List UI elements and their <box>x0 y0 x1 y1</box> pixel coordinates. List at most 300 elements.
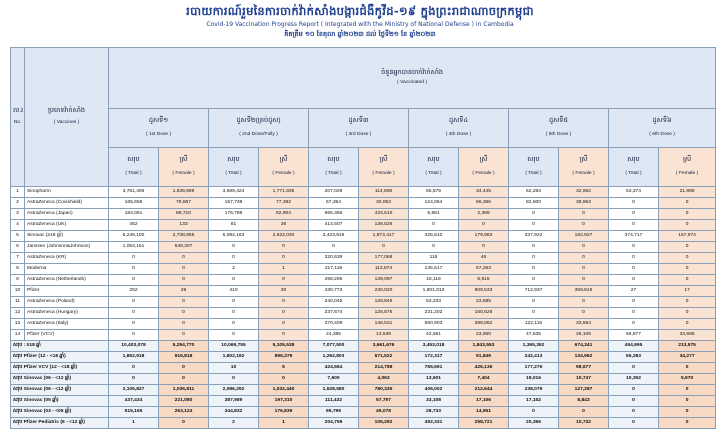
total-total-value: 177,276 <box>509 363 559 374</box>
total-total-value: 344,832 <box>209 407 259 418</box>
vaccine-name: AstraZeneca (Japan) <box>25 209 109 220</box>
female-value: 113,874 <box>359 264 409 275</box>
total-value: 430,773 <box>309 286 359 297</box>
female-value: 0 <box>559 275 609 286</box>
female-total-value: 197,310 <box>259 396 309 407</box>
vaccine-name: Janssen (Johnson&Johnson) <box>25 242 109 253</box>
female-total-value: 1,843,553 <box>459 341 509 352</box>
female-value: 157,974 <box>659 231 716 242</box>
total-value: 5,082,163 <box>209 231 259 242</box>
total-value: 0 <box>109 297 159 308</box>
total-total-value: 242,413 <box>509 352 559 363</box>
female-value: 0 <box>459 242 509 253</box>
total-value: 0 <box>509 308 559 319</box>
female-value: 89,710 <box>159 209 209 220</box>
female-total-value: 17,106 <box>459 396 509 407</box>
female-total-value: 0 <box>159 374 209 385</box>
female-total-value: 57,797 <box>359 396 409 407</box>
dose-header-4 <box>409 109 509 148</box>
female-value: 230,020 <box>359 286 409 297</box>
total-total-value: 65,283 <box>609 352 659 363</box>
female-label-en: ( Female ) <box>572 170 595 176</box>
female-total-value: 0 <box>159 363 209 374</box>
female-label-en: ( Female ) <box>372 170 395 176</box>
report-date: គិតត្រឹម ១០ ខែតុលា ឆ្នាំ២០២៣ ដល់ ថ្ងៃទី២១ ខែ ឆ្នាំ២០២៣ <box>284 30 436 38</box>
female-value: 30,063 <box>359 198 409 209</box>
dose-label-km: ដូសទី៥ <box>548 117 569 125</box>
total-label-km: សរុប <box>527 156 540 164</box>
report-header <box>0 0 720 48</box>
female-value: 0 <box>559 220 609 231</box>
total-label-km: សរុប <box>427 156 440 164</box>
female-total-value: 1,032,440 <box>259 385 309 396</box>
female-value: 1,873,417 <box>359 231 409 242</box>
female-value: 177,068 <box>359 253 409 264</box>
female-total-value: 896,379 <box>259 352 309 363</box>
female-label-km: ស្រី <box>179 156 188 164</box>
dose-label-km: ដូសទី១ <box>148 117 169 125</box>
total-total-value: 1,262,803 <box>309 352 359 363</box>
female-label-km: ស្រី <box>579 156 588 164</box>
total-total-value: 17,152 <box>509 396 559 407</box>
female-total-value: 10,732 <box>559 418 609 429</box>
female-value: 0 <box>159 275 209 286</box>
total-subheader <box>109 148 159 187</box>
female-total-value: 0 <box>659 396 716 407</box>
total-label: សរុប Pfizer Pediatric (6 - <12 ឆ្នាំ) <box>11 418 109 429</box>
total-value: 0 <box>209 297 259 308</box>
female-total-value: 0 <box>659 418 716 429</box>
total-total-value: 238,079 <box>509 385 559 396</box>
female-value: 23,950 <box>459 330 509 341</box>
total-value: 414,507 <box>309 220 359 231</box>
total-total-value: 172,317 <box>409 352 459 363</box>
row-number: 5 <box>11 231 25 242</box>
total-label: សរុប Sinovac (06 - <12 ឆ្នាំ) <box>11 385 109 396</box>
total-value: 157,738 <box>209 198 259 209</box>
total-value: 0 <box>509 297 559 308</box>
total-total-value: 2,105,827 <box>109 385 159 396</box>
row-number: 11 <box>11 297 25 308</box>
total-value: 217,119 <box>309 264 359 275</box>
total-total-value: 204,759 <box>309 418 359 429</box>
female-value: 0 <box>159 297 209 308</box>
female-value: 21,888 <box>659 187 716 198</box>
vaccine-name: Sinovac (≥18 ឆ្នាំ) <box>25 231 109 242</box>
total-total-value: 10,352 <box>609 374 659 385</box>
female-value: 0 <box>159 330 209 341</box>
total-value: 57,354 <box>309 198 359 209</box>
total-label-km: សរុប <box>127 156 140 164</box>
no-header-en: No. <box>13 119 22 125</box>
vaccine-name: Pfizer (VCV) <box>25 330 109 341</box>
vaccine-name: AstraZeneca (UK) <box>25 220 109 231</box>
total-value: 965,356 <box>309 209 359 220</box>
total-total-value: 1,852,918 <box>109 352 159 363</box>
female-total-value: 98,677 <box>559 363 609 374</box>
total-value: 268,295 <box>309 275 359 286</box>
female-subheader <box>259 148 309 187</box>
total-total-value: 406,002 <box>409 385 459 396</box>
female-value: 79,867 <box>159 198 209 209</box>
female-subheader <box>459 148 509 187</box>
total-value: 176,786 <box>209 209 259 220</box>
total-value: 62,283 <box>509 187 559 198</box>
table-row <box>11 330 716 341</box>
female-subheader <box>359 148 409 187</box>
total-value: 116 <box>409 253 459 264</box>
female-total-value: 5 <box>259 363 309 374</box>
female-value: 46 <box>459 253 509 264</box>
total-value: 0 <box>509 253 559 264</box>
female-value: 0 <box>659 242 716 253</box>
total-row <box>11 385 716 396</box>
total-total-value: 1,365,392 <box>509 341 559 352</box>
total-total-value: 7,077,500 <box>309 341 359 352</box>
total-total-value: 0 <box>609 407 659 418</box>
female-value: 434,510 <box>359 209 409 220</box>
female-value: 57,263 <box>459 264 509 275</box>
female-value: 1 <box>259 264 309 275</box>
female-value: 0 <box>659 198 716 209</box>
total-total-value: 0 <box>609 363 659 374</box>
no-column-header <box>11 48 25 187</box>
table-row <box>11 187 716 198</box>
total-value: 0 <box>209 330 259 341</box>
female-value: 146,531 <box>359 319 409 330</box>
dose-header-1 <box>109 109 209 148</box>
total-value: 0 <box>509 209 559 220</box>
total-value: 237,674 <box>309 308 359 319</box>
table-row <box>11 242 716 253</box>
total-value: 47,635 <box>509 330 559 341</box>
total-value: 0 <box>609 297 659 308</box>
total-value: 0 <box>509 275 559 286</box>
total-row <box>11 407 716 418</box>
female-total-value: 34,277 <box>659 352 716 363</box>
female-label-km: ស្រី <box>379 156 388 164</box>
total-total-value: 387,989 <box>209 396 259 407</box>
female-value: 0 <box>459 220 509 231</box>
female-value: 0 <box>659 297 716 308</box>
vaccine-name: Sinopharm <box>25 187 109 198</box>
female-total-value: 10,747 <box>559 374 609 385</box>
total-value: 6,881 <box>409 209 459 220</box>
female-total-value: 0 <box>159 418 209 429</box>
no-header-km: ល.រ <box>13 107 24 115</box>
total-value: 325,510 <box>409 231 459 242</box>
dose-label-en: ( 6th Dose ) <box>649 131 675 137</box>
table-row <box>11 253 716 264</box>
female-total-value: 14,951 <box>459 407 509 418</box>
female-value: 23,585 <box>459 297 509 308</box>
female-value: 66,366 <box>459 198 509 209</box>
female-label-en: ( Female ) <box>272 170 295 176</box>
female-total-value: 7,404 <box>459 374 509 385</box>
total-total-value: 19,016 <box>509 374 559 385</box>
female-value: 139,097 <box>359 275 409 286</box>
female-total-value: 5,105,538 <box>259 341 309 352</box>
total-total-value: 0 <box>209 374 259 385</box>
female-value: 26,106 <box>559 330 609 341</box>
row-number: 6 <box>11 242 25 253</box>
female-total-value: 5,294,770 <box>159 341 209 352</box>
total-value: 0 <box>209 308 259 319</box>
total-value: 0 <box>609 308 659 319</box>
table-row <box>11 209 716 220</box>
female-value: 388,852 <box>459 319 509 330</box>
total-value: 0 <box>609 264 659 275</box>
total-total-value: 1,528,580 <box>309 385 359 396</box>
dose-header-2 <box>209 109 309 148</box>
dose-header-6 <box>609 109 716 148</box>
total-value: 81 <box>209 220 259 231</box>
female-value: 36 <box>259 220 309 231</box>
total-row <box>11 418 716 429</box>
report-title-khmer: របាយការណ៍រួមនៃការចាក់វ៉ាក់សាំងបង្ការជំងឺកូវីដ-១៩ ក្នុងព្រះរាជាណាចក្រកម្ពុជា <box>186 4 534 18</box>
female-total-value: 0 <box>659 385 716 396</box>
dose-label-km: ដូសទី៣ <box>348 117 369 125</box>
total-label-en: ( Total ) <box>425 170 442 176</box>
female-value: 6,515 <box>459 275 509 286</box>
total-subheader <box>509 148 559 187</box>
dose-label-en: ( 3rd Dose ) <box>345 131 372 137</box>
total-value: 0 <box>609 198 659 209</box>
female-label-en: ( Female ) <box>675 170 699 176</box>
female-value: 82,904 <box>259 209 309 220</box>
female-value: 1,839,869 <box>159 187 209 198</box>
female-value: 0 <box>259 330 309 341</box>
female-value: 0 <box>159 308 209 319</box>
row-number: 10 <box>11 286 25 297</box>
female-total-value: 49,078 <box>359 407 409 418</box>
total-total-value: 20,366 <box>509 418 559 429</box>
total-value: 0 <box>209 253 259 264</box>
table-row <box>11 220 716 231</box>
total-label-en: ( Total ) <box>625 170 642 176</box>
female-subheader <box>659 148 716 187</box>
female-value: 0 <box>659 253 716 264</box>
total-total-value: 33,108 <box>409 396 459 407</box>
female-total-value: 213,575 <box>659 341 716 352</box>
female-value: 0 <box>259 275 309 286</box>
vaccine-name: AstraZeneca (Poland) <box>25 297 109 308</box>
total-value: 252 <box>109 286 159 297</box>
female-total-value: 176,839 <box>259 407 309 418</box>
total-total-value: 0 <box>509 407 559 418</box>
female-value: 0 <box>559 242 609 253</box>
female-label-km: ស្រី <box>683 156 692 164</box>
total-value: 0 <box>609 253 659 264</box>
total-value: 53,374 <box>609 187 659 198</box>
dose-label-en: ( 5th Dose ) <box>545 131 572 137</box>
female-total-value: 780,335 <box>359 385 409 396</box>
total-total-value: 7,600 <box>309 374 359 385</box>
total-row <box>11 374 716 385</box>
total-value: 0 <box>609 275 659 286</box>
table-row <box>11 264 716 275</box>
total-total-value: 28,733 <box>409 407 459 418</box>
vaccine-name: AstraZeneca (Hungary) <box>25 308 109 319</box>
total-value: 0 <box>109 253 159 264</box>
female-value: 30 <box>259 286 309 297</box>
total-row <box>11 352 716 363</box>
female-value: 0 <box>659 308 716 319</box>
dose-header-3 <box>309 109 409 148</box>
vaccination-table <box>10 47 716 429</box>
total-total-value: 1,802,192 <box>209 352 259 363</box>
row-number: 14 <box>11 330 25 341</box>
total-value: 0 <box>509 242 559 253</box>
vaccine-name: AstraZeneca (Netherlands) <box>25 275 109 286</box>
total-value: 0 <box>509 220 559 231</box>
total-value: 124,064 <box>409 198 459 209</box>
row-number: 7 <box>11 253 25 264</box>
vaccine-column-header <box>25 48 109 187</box>
total-value: 0 <box>609 220 659 231</box>
female-value: 126,849 <box>359 297 409 308</box>
total-total-value: 10,069,755 <box>209 341 259 352</box>
vaccinated-header-km: ចំនួនអ្នកបានចាក់វ៉ាក់សាំង <box>381 68 444 76</box>
row-number: 12 <box>11 308 25 319</box>
row-number: 4 <box>11 220 25 231</box>
vaccine-name: Moderna <box>25 264 109 275</box>
female-total-value: 212,644 <box>459 385 509 396</box>
female-total-value: 5,970 <box>659 374 716 385</box>
female-total-value: 221,080 <box>159 396 209 407</box>
female-total-value: 8,843 <box>559 396 609 407</box>
total-value: 270,409 <box>309 319 359 330</box>
total-subheader <box>409 148 459 187</box>
female-value: 0 <box>159 264 209 275</box>
female-label-en: ( Female ) <box>472 170 495 176</box>
total-value: 122,115 <box>509 319 559 330</box>
total-total-value: 2 <box>209 418 259 429</box>
total-value: 0 <box>409 220 459 231</box>
total-total-value: 10,403,078 <box>109 341 159 352</box>
total-value: 65,579 <box>409 187 459 198</box>
total-value: 207,028 <box>309 187 359 198</box>
row-number: 8 <box>11 264 25 275</box>
total-subheader <box>309 148 359 187</box>
total-value: 320,639 <box>309 253 359 264</box>
female-total-value: 3,661,676 <box>359 341 409 352</box>
female-value: 0 <box>659 264 716 275</box>
female-value: 0 <box>559 209 609 220</box>
total-total-value: 2,086,292 <box>209 385 259 396</box>
total-value: 3,599,424 <box>209 187 259 198</box>
female-total-value: 1,036,811 <box>159 385 209 396</box>
total-value: 82,500 <box>509 198 559 209</box>
vaccinated-header-en: ( Vaccinated ) <box>397 80 427 86</box>
female-value: 549,307 <box>159 242 209 253</box>
table-row <box>11 308 716 319</box>
female-value: 34,445 <box>459 187 509 198</box>
female-value: 2,389 <box>459 209 509 220</box>
row-number: 1 <box>11 187 25 198</box>
total-subheader <box>609 148 659 187</box>
female-total-value: 671,522 <box>359 352 409 363</box>
female-value: 114,608 <box>359 187 409 198</box>
total-value: 374,717 <box>609 231 659 242</box>
female-value: 13,538 <box>359 330 409 341</box>
vaccine-name: AstraZeneca (Italy) <box>25 319 109 330</box>
total-label-en: ( Total ) <box>525 170 542 176</box>
female-value: 0 <box>559 253 609 264</box>
total-total-value: 0 <box>609 396 659 407</box>
total-value: 0 <box>509 264 559 275</box>
total-total-value: 0 <box>109 363 159 374</box>
total-total-value: 13,601 <box>409 374 459 385</box>
total-value: 27 <box>609 286 659 297</box>
female-value: 17 <box>659 286 716 297</box>
total-value: 0 <box>609 242 659 253</box>
total-value: 0 <box>209 242 259 253</box>
table-row <box>11 198 716 209</box>
female-total-value: 91,849 <box>459 352 509 363</box>
female-total-value: 674,341 <box>559 341 609 352</box>
total-value: 0 <box>209 275 259 286</box>
total-value: 410 <box>209 286 259 297</box>
total-label: សរុប Sinovac (06 - <12 ឆ្នាំ) <box>11 374 109 385</box>
female-total-value: 1 <box>259 418 309 429</box>
total-value: 135,517 <box>409 264 459 275</box>
total-total-value: 3,453,018 <box>409 341 459 352</box>
total-value: 240,045 <box>309 297 359 308</box>
row-number: 13 <box>11 319 25 330</box>
female-total-value: 134,962 <box>559 352 609 363</box>
total-value: 1,053,151 <box>109 242 159 253</box>
total-label-en: ( Total ) <box>325 170 342 176</box>
total-label: សរុប Pfizer (12 - <18 ឆ្នាំ) <box>11 352 109 363</box>
female-value: 150,626 <box>459 308 509 319</box>
total-total-value: 10 <box>209 363 259 374</box>
total-value: 0 <box>109 330 159 341</box>
total-value: 0 <box>309 242 359 253</box>
total-value: 231,202 <box>409 308 459 319</box>
female-value: 32,962 <box>559 187 609 198</box>
total-value: 2 <box>209 264 259 275</box>
female-value: 0 <box>659 220 716 231</box>
total-label-km: សរុប <box>327 156 340 164</box>
female-total-value: 4,063 <box>359 374 409 385</box>
total-total-value: 1 <box>109 418 159 429</box>
table-row <box>11 319 716 330</box>
vaccine-name: Pfizer <box>25 286 109 297</box>
vaccine-name: AstraZeneca (KR) <box>25 253 109 264</box>
vaccine-name: AstraZeneca (Covishield) <box>25 198 109 209</box>
female-value: 136,526 <box>359 220 409 231</box>
total-label: សរុប Pfizer VCV (12 - <18 ឆ្នាំ) <box>11 363 109 374</box>
female-total-value: 0 <box>559 407 609 418</box>
total-row <box>11 396 716 407</box>
total-value: 66,877 <box>609 330 659 341</box>
dose-label-km: ដូសទី៤ <box>448 117 469 125</box>
dose-label-en: ( 1st Dose ) <box>145 131 172 137</box>
female-value: 0 <box>559 264 609 275</box>
female-value: 125,575 <box>359 308 409 319</box>
female-value: 38,963 <box>559 198 609 209</box>
total-value: 0 <box>209 319 259 330</box>
total-label-km: សរុប <box>227 156 240 164</box>
total-value: 53,233 <box>409 297 459 308</box>
female-value: 0 <box>259 297 309 308</box>
total-row <box>11 341 716 352</box>
total-total-value: 0 <box>609 385 659 396</box>
total-value: 0 <box>109 308 159 319</box>
female-value: 0 <box>259 308 309 319</box>
table-row <box>11 297 716 308</box>
